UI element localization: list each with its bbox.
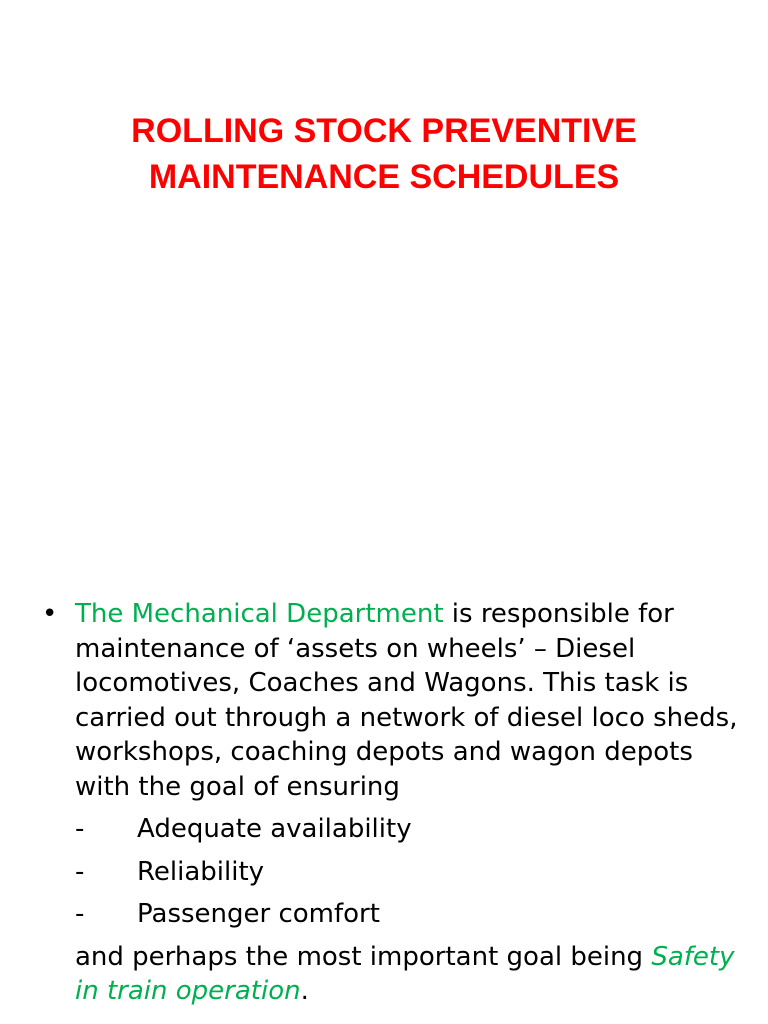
closing-prefix: and perhaps the most important goal being xyxy=(75,941,652,972)
closing-text xyxy=(42,940,754,1009)
goal-item-reliability xyxy=(42,855,754,890)
goal-item-comfort xyxy=(42,897,754,932)
bullet-item xyxy=(42,597,754,804)
goal-text: Adequate availability xyxy=(137,814,412,844)
goal-dash: - xyxy=(75,899,85,929)
goal-dash: - xyxy=(75,814,85,844)
goal-item-availability xyxy=(42,812,754,847)
bullet-text: is responsible for maintenance of ‘assets on wheels’ – Diesel locomotives, Coaches and Wagons. This task is carried out through a network of diesel loco sheds, workshops, coaching depots and wagon depots with the goal of ensuring xyxy=(75,599,738,802)
bullet-marker: • xyxy=(42,599,58,629)
slide-body xyxy=(42,597,754,1009)
goal-text: Passenger comfort xyxy=(137,899,380,929)
closing-suffix: . xyxy=(300,976,309,1006)
goal-text: Reliability xyxy=(137,856,265,887)
bullet-highlight: The Mechanical Department xyxy=(75,599,444,629)
goal-dash: - xyxy=(75,856,85,887)
closing-emphasis: Safety in train operation xyxy=(75,941,735,1006)
slide-title-line-1: ROLLING STOCK PREVENTIVE xyxy=(131,112,637,150)
slide-title xyxy=(40,108,728,200)
slide-title-line-2: MAINTENANCE SCHEDULES xyxy=(148,158,620,196)
